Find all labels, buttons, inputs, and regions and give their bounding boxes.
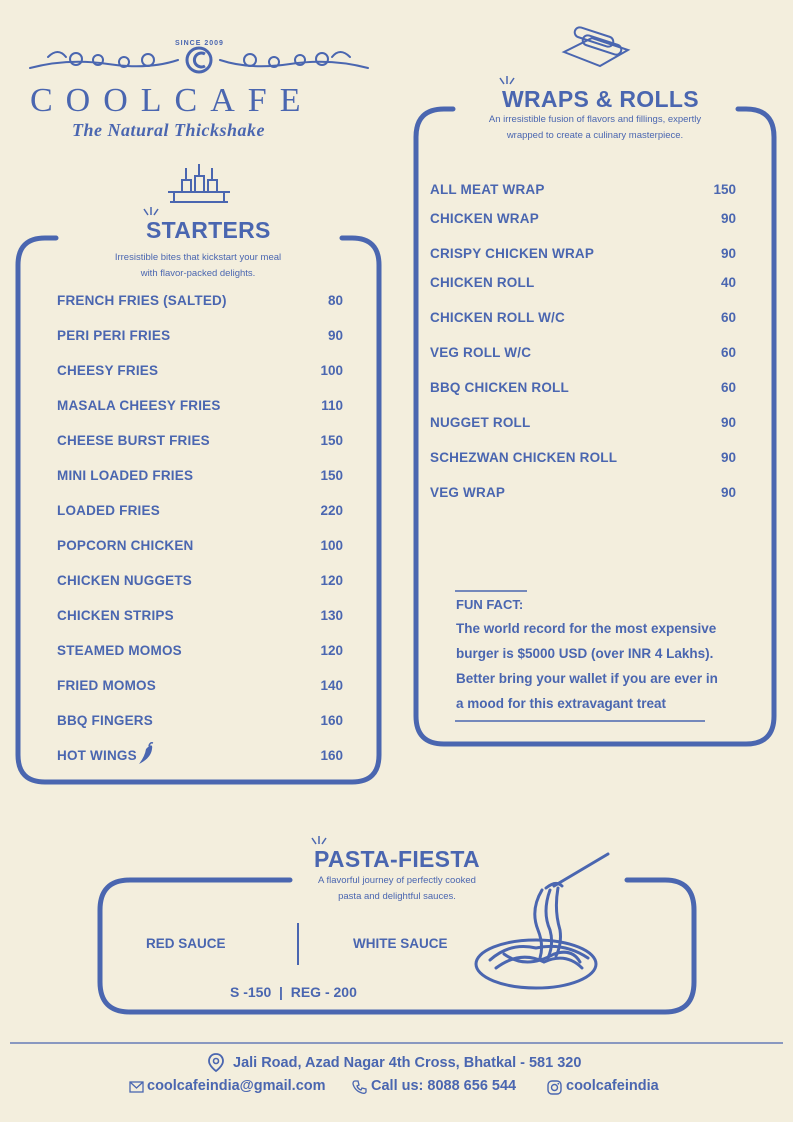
- list-item: CHICKEN ROLL: [430, 275, 535, 290]
- list-item: CHICKEN STRIPS: [57, 608, 174, 623]
- list-item: NUGGET ROLL: [430, 415, 531, 430]
- brand-tagline: The Natural Thickshake: [72, 120, 266, 140]
- list-item: STEAMED MOMOS: [57, 643, 182, 658]
- brand-name: COOLCAFE: [30, 82, 314, 119]
- list-item: MINI LOADED FRIES: [57, 468, 194, 483]
- item-price: 120: [320, 643, 343, 658]
- sparkle-icon: [310, 836, 328, 846]
- item-price: 220: [320, 503, 343, 518]
- list-item: CHEESE BURST FRIES: [57, 433, 210, 448]
- item-price: 140: [320, 678, 343, 693]
- pasta-description: A flavorful journey of perfectly cooked pasta and delightful sauces.: [318, 875, 476, 902]
- fun-fact-heading: FUN FACT:: [456, 597, 524, 612]
- item-price: 90: [720, 246, 736, 261]
- list-item: ALL MEAT WRAP: [430, 182, 545, 197]
- item-price: 60: [720, 345, 736, 360]
- item-price: 150: [713, 182, 736, 197]
- phone-icon: [352, 1080, 367, 1095]
- footer-phone[interactable]: Call us: 8088 656 544: [371, 1078, 517, 1094]
- item-price: 60: [720, 310, 736, 325]
- list-item: LOADED FRIES: [57, 503, 160, 518]
- item-price: 40: [720, 275, 736, 290]
- item-price: 110: [321, 398, 343, 413]
- instagram-icon: [547, 1080, 562, 1095]
- pasta-plate-icon: [470, 850, 620, 992]
- item-price: 90: [720, 485, 736, 500]
- list-item: BBQ CHICKEN ROLL: [430, 380, 569, 395]
- footer-instagram[interactable]: coolcafeindia: [566, 1078, 659, 1094]
- item-price: 60: [720, 380, 736, 395]
- pasta-option-red: RED SAUCE: [146, 936, 226, 951]
- fun-fact-body: The world record for the most expensive burger is $5000 USD (over INR 4 Lakhs). Better bring your wallet if you are ever in a mood for this extravagant treat: [456, 621, 718, 711]
- item-price: 120: [320, 573, 343, 588]
- starters-description: Irresistible bites that kickstart your meal with flavor-packed delights.: [114, 252, 282, 279]
- sparkle-icon: [498, 76, 516, 86]
- item-price: 90: [720, 450, 736, 465]
- item-price: 160: [320, 713, 343, 728]
- wraps-description: An irresistible fusion of flavors and fillings, expertly wrapped to create a culinary masterpiece.: [488, 114, 702, 141]
- item-price: 150: [320, 433, 343, 448]
- wrap-illustration-icon: [560, 26, 632, 70]
- list-item: BBQ FINGERS: [57, 713, 153, 728]
- item-price: 160: [320, 748, 343, 763]
- footer-email[interactable]: coolcafeindia@gmail.com: [147, 1078, 326, 1094]
- sparkle-icon: [142, 207, 160, 217]
- list-item: FRIED MOMOS: [57, 678, 156, 693]
- list-item: SCHEZWAN CHICKEN ROLL: [430, 450, 618, 465]
- list-item: CRISPY CHICKEN WRAP: [430, 246, 595, 261]
- mail-icon: [129, 1081, 144, 1093]
- list-item: MASALA CHEESY FRIES: [57, 398, 221, 413]
- wraps-title: WRAPS & ROLLS: [502, 86, 699, 112]
- item-price: 90: [720, 211, 736, 226]
- item-price: 150: [320, 468, 343, 483]
- list-item: VEG WRAP: [430, 485, 506, 500]
- starters-title: STARTERS: [146, 217, 271, 243]
- list-item: POPCORN CHICKEN: [57, 538, 194, 553]
- list-item: PERI PERI FRIES: [57, 328, 171, 343]
- platter-icon: [166, 162, 232, 210]
- list-item: CHICKEN ROLL W/C: [430, 310, 565, 325]
- item-price: 80: [327, 293, 343, 308]
- list-item: VEG ROLL W/C: [430, 345, 532, 360]
- item-price: 100: [320, 363, 343, 378]
- list-item: HOT WINGS: [57, 748, 137, 763]
- pasta-option-white: WHITE SAUCE: [353, 936, 448, 951]
- since-label: SINCE 2009: [175, 40, 224, 47]
- list-item: CHICKEN NUGGETS: [57, 573, 193, 588]
- item-price: 90: [720, 415, 736, 430]
- location-pin-icon: [207, 1053, 225, 1073]
- item-price: 90: [327, 328, 343, 343]
- list-item: CHEESY FRIES: [57, 363, 159, 378]
- list-item: CHICKEN WRAP: [430, 211, 539, 226]
- chili-icon: [135, 742, 155, 766]
- footer-address: Jali Road, Azad Nagar 4th Cross, Bhatkal - 581 320: [233, 1055, 582, 1071]
- pasta-sizes: S -150 | REG - 200: [230, 984, 357, 1000]
- item-price: 130: [320, 608, 343, 623]
- item-price: 100: [320, 538, 343, 553]
- list-item: FRENCH FRIES (SALTED): [57, 293, 227, 308]
- pasta-title: PASTA-FIESTA: [314, 846, 480, 872]
